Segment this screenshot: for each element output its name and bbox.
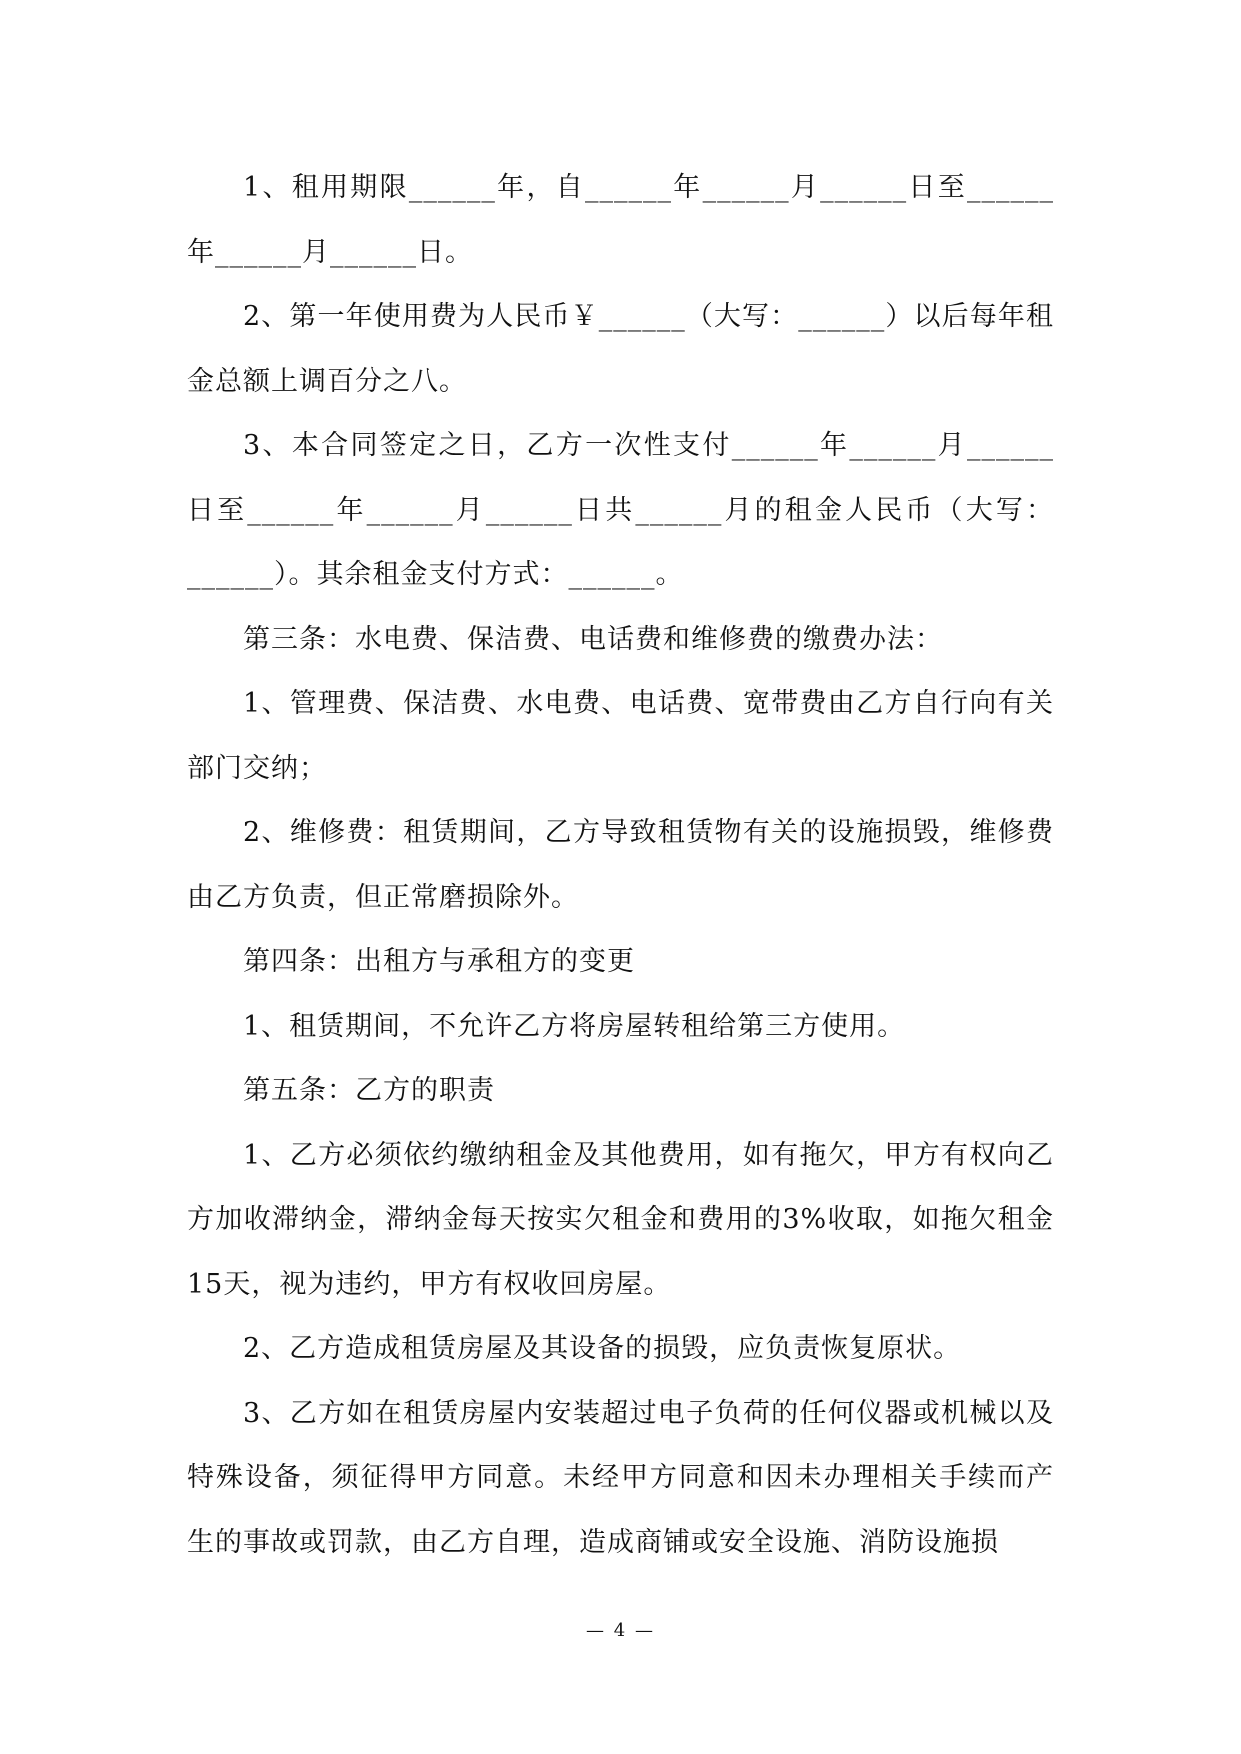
document-body (187, 156, 1054, 1575)
heading-article-3: 第三条：水电费、保洁费、电话费和维修费的缴费办法： (243, 623, 943, 655)
page-number: — 4 — (586, 1620, 655, 1641)
paragraph-damage-restore: 2、乙方造成租赁房屋及其设备的损毁，应负责恢复原状。 (243, 1333, 962, 1364)
paragraph-equipment-install: 3、乙方如在租赁房屋内安装超过电子负荷的任何仪器或机械以及特殊设备，须征得甲方同意。未经甲方同意和因未办理相关手续而产生的事故或罚款，由乙方自理，造成商铺或安全设施、消防设施损 (187, 1397, 1054, 1558)
heading-article-4: 第四条：出租方与承租方的变更 (243, 946, 635, 977)
paragraph-no-sublease: 1、租赁期间，不允许乙方将房屋转租给第三方使用。 (243, 1010, 906, 1042)
paragraph-lease-term: 1、租用期限______年，自______年______月______日至______年______月______日。 (187, 172, 1054, 268)
paragraph-management-fees: 1、管理费、保洁费、水电费、电话费、宽带费由乙方自行向有关部门交纳； (187, 688, 1054, 784)
paragraph-late-fee: 1、乙方必须依约缴纳租金及其他费用，如有拖欠，甲方有权向乙方加收滞纳金，滞纳金每天按实欠租金和费用的3%收取，如拖欠租金15天，视为违约，甲方有权收回房屋。 (187, 1139, 1054, 1300)
heading-article-5: 第五条：乙方的职责 (243, 1075, 495, 1106)
paragraph-initial-payment: 3、本合同签定之日，乙方一次性支付______年______月______日至______年______月______日共______月的租金人民币（大写：______）。其余租金支付方式：______。 (187, 430, 1054, 590)
paragraph-first-year-fee: 2、第一年使用费为人民币￥______（大写：______）以后每年租金总额上调百分之八。 (187, 301, 1054, 397)
paragraph-maintenance-fee: 2、维修费：租赁期间，乙方导致租赁物有关的设施损毁，维修费由乙方负责，但正常磨损除外。 (187, 817, 1054, 913)
